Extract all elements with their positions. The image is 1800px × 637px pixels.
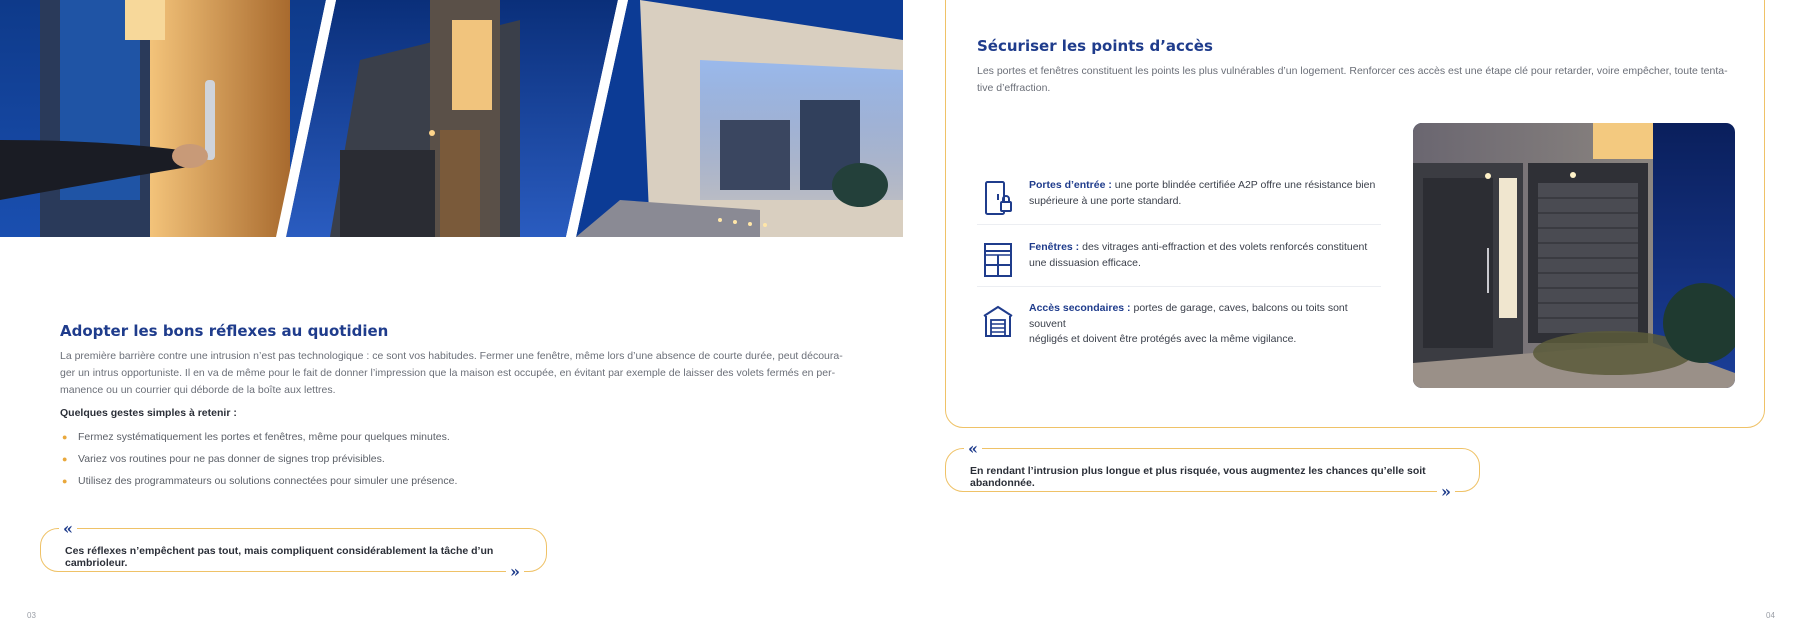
- left-quote-box: [40, 528, 547, 572]
- feature-front-door: [977, 176, 1381, 236]
- list-item-text: Utilisez des programmateurs ou solutions connectées pour simuler une présence.: [78, 475, 458, 487]
- feature-text: [1029, 301, 1381, 348]
- intro-line: Les portes et fenêtres constituent les points les plus vulnérables d’un logement. Renforcer ces accès est une étape clé pour retarder, voire empêcher, toute tenta-: [977, 65, 1728, 77]
- right-quote-box: [945, 448, 1480, 492]
- feature-title: Fenêtres :: [1029, 241, 1080, 253]
- feature-title: Portes d’entrée :: [1029, 179, 1112, 191]
- intro-line: ger un intrus opportuniste. Il en va de même pour le fait de donner l’impression que la maison est occupée, en évitant par exemple de laisser des volets fermés en per-: [60, 367, 836, 379]
- feature-secondary-access: [977, 299, 1381, 359]
- left-quote-text: Ces réflexes n’empêchent pas tout, mais compliquent considérablement la tâche d’un cambrioleur.: [65, 545, 494, 569]
- list-item: [60, 448, 660, 470]
- open-quote-icon: «: [59, 522, 77, 536]
- feature-desc: des vitrages anti-effraction et des volets renforcés constituent: [1079, 241, 1368, 253]
- feature-divider: [977, 286, 1381, 287]
- feature-desc: négligés et doivent être protégés avec la même vigilance.: [1029, 333, 1297, 345]
- night-homes-photo-strip: [0, 0, 903, 237]
- feature-text: [1029, 240, 1381, 271]
- feature-title: Accès secondaires :: [1029, 302, 1131, 314]
- feature-desc: portes de garage, caves, balcons ou toits sont souvent: [1029, 302, 1348, 330]
- right-quote-text: En rendant l’intrusion plus longue et plus risquée, vous augmentez les chances qu’elle soit abandonnée.: [970, 465, 1426, 489]
- right-intro-paragraph: [977, 63, 1737, 97]
- tips-subheading: Quelques gestes simples à retenir :: [60, 407, 237, 419]
- garage-door-photo: [1413, 123, 1735, 388]
- intro-line: tive d’effraction.: [977, 82, 1051, 94]
- intro-line: manence ou un courrier qui déborde de la boîte aux lettres.: [60, 384, 336, 396]
- door-lock-icon: [981, 180, 1015, 216]
- list-item: [60, 470, 660, 492]
- page-number-left: 03: [27, 611, 36, 620]
- close-quote-icon: »: [1437, 485, 1455, 499]
- feature-desc: une porte blindée certifiée A2P offre une résistance bien: [1111, 179, 1376, 191]
- bullet-dot-icon: ●: [62, 476, 68, 486]
- window-icon: [981, 242, 1015, 278]
- list-item-text: Variez vos routines pour ne pas donner de signes trop prévisibles.: [78, 453, 385, 465]
- left-intro-paragraph: [60, 348, 860, 399]
- garage-icon: [981, 303, 1015, 339]
- left-section-heading: Adopter les bons réflexes au quotidien: [60, 322, 389, 340]
- tips-list: [60, 426, 660, 492]
- feature-desc: une dissuasion efficace.: [1029, 256, 1141, 269]
- close-quote-icon: »: [506, 565, 524, 579]
- page-number-right: 04: [1766, 611, 1775, 620]
- intro-line: La première barrière contre une intrusion n’est pas technologique : ce sont vos habitudes. Fermer une fenêtre, même lors d’une absence de courte durée, peut découra-: [60, 350, 843, 362]
- feature-text: [1029, 178, 1381, 209]
- right-section-heading: Sécuriser les points d’accès: [977, 37, 1213, 55]
- bullet-dot-icon: ●: [62, 432, 68, 442]
- bullet-dot-icon: ●: [62, 454, 68, 464]
- feature-windows: [977, 238, 1381, 298]
- feature-desc: supérieure à une porte standard.: [1029, 194, 1182, 207]
- open-quote-icon: «: [964, 442, 982, 456]
- feature-divider: [977, 224, 1381, 225]
- list-item-text: Fermez systématiquement les portes et fenêtres, même pour quelques minutes.: [78, 431, 450, 443]
- list-item: [60, 426, 660, 448]
